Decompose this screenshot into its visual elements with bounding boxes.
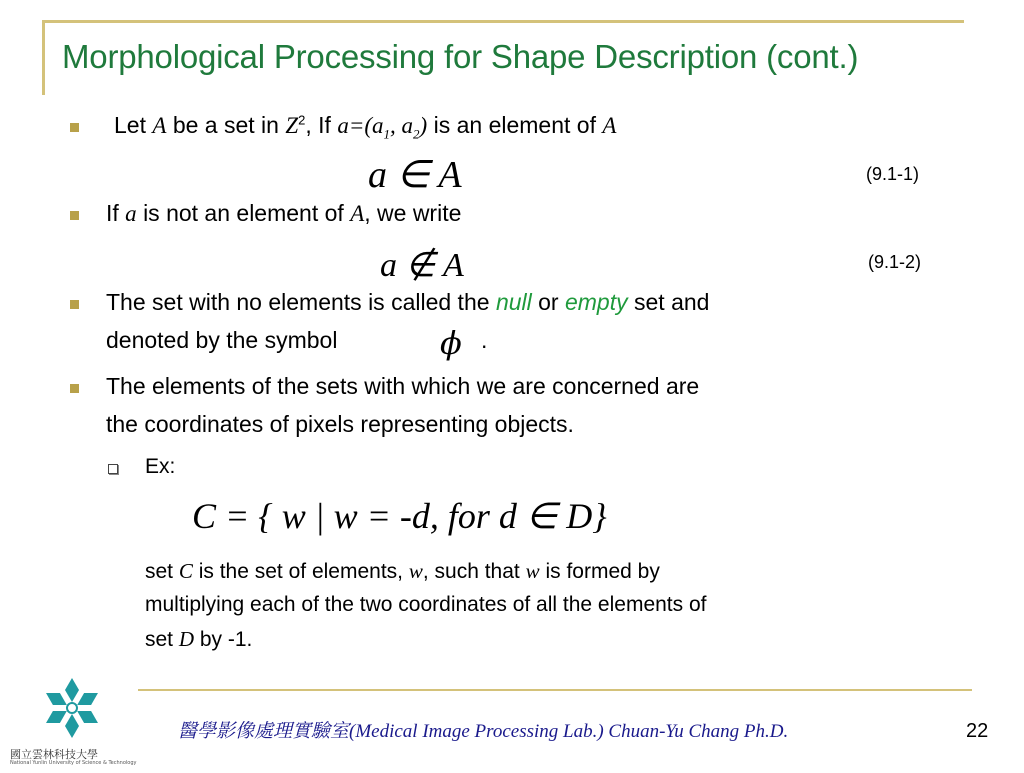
explanation-line-1: set C is the set of elements, w, such that w is formed by xyxy=(145,559,660,583)
bullet-4-line-2: the coordinates of pixels representing objects. xyxy=(106,411,574,437)
example-label: Ex: xyxy=(145,455,176,478)
square-bullet-icon xyxy=(70,300,79,309)
explanation-line-3: set D by -1. xyxy=(145,627,253,651)
empty-set-symbol: ϕ xyxy=(440,324,462,362)
bullet-4-line-1: The elements of the sets with which we are concerned are xyxy=(106,373,700,399)
square-bullet-icon xyxy=(70,384,79,393)
equation-set-c: C = { w | w = -d, for d ∈ D} xyxy=(192,496,607,536)
bullet-3-period: . xyxy=(481,327,488,353)
logo-caption: 國立雲林科技大學 xyxy=(10,748,98,761)
explanation-line-2: multiplying each of the two coordinates of all the elements of xyxy=(145,593,707,616)
equation-number-2: (9.1-2) xyxy=(868,252,922,272)
bullet-3-line-1: The set with no elements is called the null or empty set and xyxy=(106,289,710,315)
bullet-3-line-2: denoted by the symbol xyxy=(106,327,338,353)
bullet-2-text: If a is not an element of A, we write xyxy=(106,200,462,226)
footer-credit: 醫學影像處理實驗室(Medical Image Processing Lab.) Chuan-Yu Chang Ph.D. xyxy=(178,721,789,742)
frame-top-border xyxy=(42,20,964,23)
equation-number-1: (9.1-1) xyxy=(866,164,920,184)
square-bullet-icon xyxy=(70,211,79,220)
hollow-square-bullet-icon xyxy=(108,464,118,474)
equation-element-of: a ∈ A xyxy=(368,154,462,196)
slide-title: Morphological Processing for Shape Description (cont.) xyxy=(62,38,859,75)
logo-subcaption: National Yunlin University of Science & Technology xyxy=(10,760,137,766)
university-logo-icon xyxy=(6,672,138,768)
frame-left-border xyxy=(42,20,45,95)
footer-divider xyxy=(138,689,972,691)
equation-not-element-of: a ∉ A xyxy=(380,247,464,284)
page-number: 22 xyxy=(966,720,989,742)
square-bullet-icon xyxy=(70,123,79,132)
bullet-1-text: Let A be a set in $Z^2$, If $a=(a_1$, $a_2$) is an element of A xyxy=(114,112,617,142)
